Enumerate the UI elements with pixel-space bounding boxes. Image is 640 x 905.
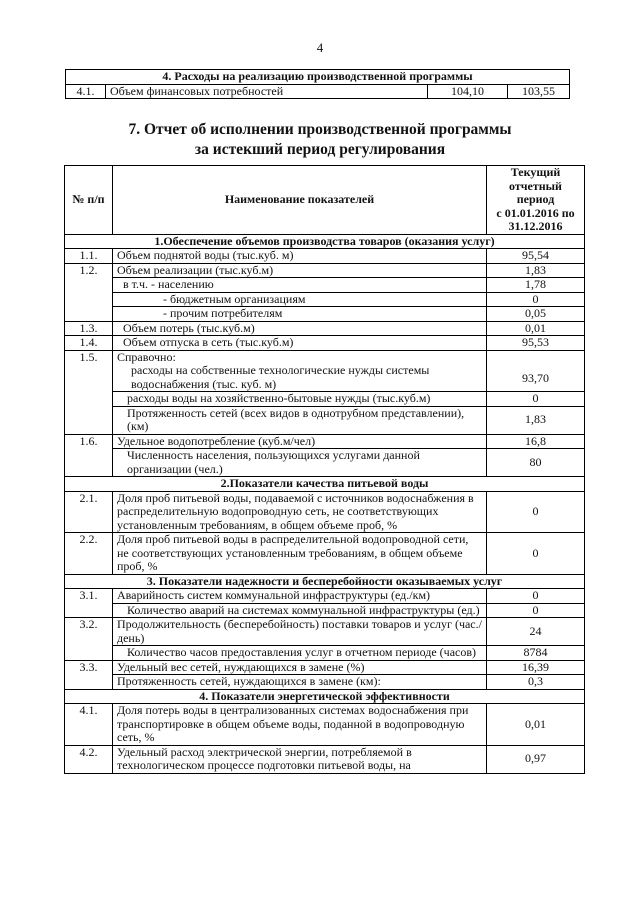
row-value: 0,05 — [487, 307, 585, 322]
row-name: Удельный расход электрической энергии, потребляемой в технологическом процессе подготовки питьевой воды, на — [113, 745, 487, 773]
row-number: 3.1. — [65, 589, 113, 604]
row-value: 95,53 — [487, 336, 585, 351]
row-value: 0,97 — [487, 745, 585, 773]
row-number — [65, 392, 113, 407]
row-value: 0 — [487, 292, 585, 307]
row-name: Протяженность сетей (всех видов в однотрубном представлении), (км) — [113, 406, 487, 434]
section-title: 4. Показатели энергетической эффективности — [65, 689, 585, 704]
row-name: Количество часов предоставления услуг в отчетном периоде (часов) — [113, 646, 487, 661]
row-name: - прочим потребителям — [113, 307, 487, 322]
header-period-line: 31.12.2016 — [508, 219, 563, 233]
row-value: 0 — [487, 491, 585, 533]
row-name: Объем отпуска в сеть (тыс.куб.м) — [113, 336, 487, 351]
row-value: 0,01 — [487, 321, 585, 336]
row-number: 1.4. — [65, 336, 113, 351]
section-row — [65, 574, 585, 589]
row-number: 2.1. — [65, 491, 113, 533]
row-number — [65, 603, 113, 618]
row-value: 0 — [487, 603, 585, 618]
table-row — [65, 307, 585, 322]
section-title: 4. Расходы на реализацию производственной программы — [66, 70, 570, 85]
report-heading — [0, 120, 640, 160]
row-name: Доля проб питьевой воды в распределительной водопроводной сети, не соответствующих установленным требованиям, в общем объеме проб, % — [113, 533, 487, 575]
row-name: Протяженность сетей, нуждающихся в замене (км): — [113, 675, 487, 690]
table-row — [65, 589, 585, 604]
row-value-fact: 103,55 — [508, 84, 570, 99]
row-name: Аварийность систем коммунальной инфраструктуры (ед./км) — [113, 589, 487, 604]
table-row — [65, 336, 585, 351]
row-value-plan: 104,10 — [428, 84, 508, 99]
table-row — [65, 646, 585, 661]
section-row — [65, 477, 585, 492]
row-number — [65, 449, 113, 477]
table-row — [65, 618, 585, 646]
header-num: № п/п — [65, 166, 113, 235]
row-name-head: Справочно: — [117, 349, 176, 364]
row-name: Количество аварий на системах коммунальной инфраструктуры (ед.) — [113, 603, 487, 618]
row-number: 1.5. — [65, 350, 113, 392]
row-value: 1,83 — [487, 406, 585, 434]
header-period-line: отчетный период — [509, 178, 562, 206]
row-value: 16,8 — [487, 434, 585, 449]
table-row — [65, 491, 585, 533]
table-row — [65, 533, 585, 575]
table-row — [65, 406, 585, 434]
table-row — [65, 434, 585, 449]
header-row — [65, 166, 585, 235]
row-number: 4.2. — [65, 745, 113, 773]
row-number — [65, 278, 113, 293]
row-number: 4.1. — [66, 84, 106, 99]
row-number: 1.2. — [65, 263, 113, 278]
table-row — [65, 675, 585, 690]
row-name: - бюджетным организациям — [113, 292, 487, 307]
row-value: 0 — [487, 533, 585, 575]
heading-line-1: 7. Отчет об исполнении производственной программы — [128, 121, 512, 138]
row-number: 3.3. — [65, 660, 113, 675]
table-row — [66, 70, 570, 85]
row-name-text: расходы на собственные технологические нужды системы водоснабжения (тыс. куб. м) — [131, 363, 430, 391]
row-name: Доля потерь воды в централизованных системах водоснабжения при транспортировке в общем объеме воды, поданной в водопроводную сеть, % — [113, 704, 487, 746]
table-row — [65, 263, 585, 278]
row-value: 1,83 — [487, 263, 585, 278]
header-period — [487, 166, 585, 235]
table-row — [65, 392, 585, 407]
table-row — [65, 603, 585, 618]
page-number: 4 — [316, 40, 324, 55]
table-row — [65, 704, 585, 746]
row-number: 2.2. — [65, 533, 113, 575]
row-number: 1.1. — [65, 249, 113, 264]
table-row — [65, 449, 585, 477]
row-number: 1.3. — [65, 321, 113, 336]
table-row — [65, 278, 585, 293]
row-number — [65, 292, 113, 307]
heading-line-2: за истекший период регулирования — [194, 141, 446, 158]
row-name: Численность населения, пользующихся услугами данной организации (чел.) — [113, 449, 487, 477]
table-row — [65, 745, 585, 773]
row-value: 95,54 — [487, 249, 585, 264]
row-number — [65, 307, 113, 322]
row-number — [65, 675, 113, 690]
row-number — [65, 646, 113, 661]
row-number: 3.2. — [65, 618, 113, 646]
row-value: 0 — [487, 589, 585, 604]
table-row — [65, 321, 585, 336]
row-name: Удельный вес сетей, нуждающихся в замене (%) — [113, 660, 487, 675]
row-number — [65, 406, 113, 434]
report-table — [64, 165, 585, 774]
row-value: 8784 — [487, 646, 585, 661]
table-row — [66, 84, 570, 99]
row-name: в т.ч. - населению — [113, 278, 487, 293]
row-value: 0,01 — [487, 704, 585, 746]
header-period-line: Текущий — [510, 165, 561, 179]
row-name: расходы воды на хозяйственно-бытовые нужды (тыс.куб.м) — [113, 392, 487, 407]
row-name: Удельное водопотребление (куб.м/чел) — [113, 434, 487, 449]
section-title: 1.Обеспечение объемов производства товаров (оказания услуг) — [65, 234, 585, 249]
row-value: 80 — [487, 449, 585, 477]
row-value: 1,78 — [487, 278, 585, 293]
row-name: Объем финансовых потребностей — [106, 84, 428, 99]
section-title: 2.Показатели качества питьевой воды — [65, 477, 585, 492]
row-value: 24 — [487, 618, 585, 646]
section-row — [65, 689, 585, 704]
table-row — [65, 292, 585, 307]
header-name: Наименование показателей — [113, 166, 487, 235]
row-name — [113, 350, 487, 392]
table-row — [65, 660, 585, 675]
section-row — [65, 234, 585, 249]
row-value: 16,39 — [487, 660, 585, 675]
row-name: Доля проб питьевой воды, подаваемой с источников водоснабжения в распределительную водопроводную сеть, не соответствующих установленным требованиям, в общем объеме проб, % — [113, 491, 487, 533]
financial-table — [65, 69, 570, 99]
row-value: 0 — [487, 392, 585, 407]
row-value: 0,3 — [487, 675, 585, 690]
row-name: Объем реализации (тыс.куб.м) — [113, 263, 487, 278]
row-number: 4.1. — [65, 704, 113, 746]
row-name: Объем поднятой воды (тыс.куб. м) — [113, 249, 487, 264]
row-number: 1.6. — [65, 434, 113, 449]
row-value: 93,70 — [487, 350, 585, 392]
table-row — [65, 350, 585, 392]
table-row — [65, 249, 585, 264]
row-name: Продолжительность (бесперебойность) поставки товаров и услуг (час./день) — [113, 618, 487, 646]
row-name: Объем потерь (тыс.куб.м) — [113, 321, 487, 336]
header-period-line: с 01.01.2016 по — [496, 205, 575, 220]
section-title: 3. Показатели надежности и бесперебойности оказываемых услуг — [65, 574, 585, 589]
